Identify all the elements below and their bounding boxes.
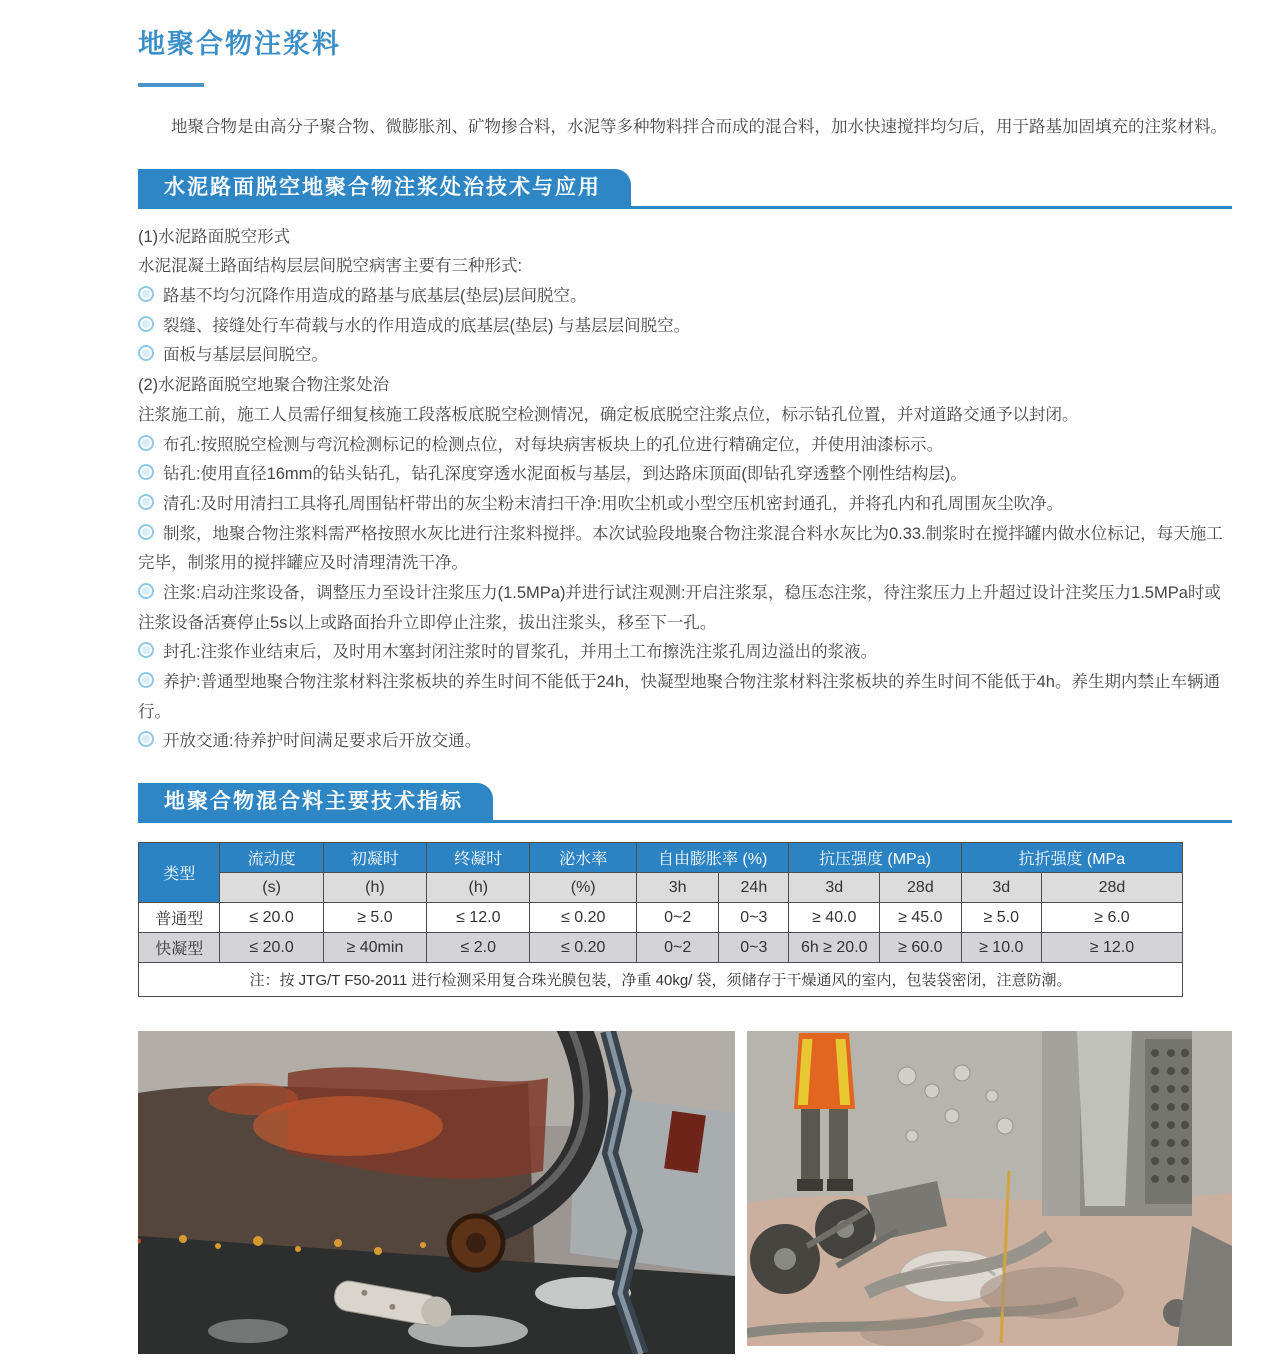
photo-row bbox=[138, 1031, 1232, 1354]
process-step bbox=[138, 490, 1232, 520]
process-step-text: 养护:普通型地聚合物注浆材料注浆板块的养生时间不能低于24h，快凝型地聚合物注浆材料注浆板块的养生时间不能低于4h。养生期内禁止车辆通行。 bbox=[138, 673, 1220, 721]
table-header-cell: 自由膨胀率 (%) bbox=[636, 843, 788, 873]
table-cell: ≤ 12.0 bbox=[427, 903, 530, 933]
intro-paragraph: 地聚合物是由高分子聚合物、微膨胀剂、矿物掺合料，水泥等多种物料拌合而成的混合料，加水快速搅拌均匀后，用于路基加固填充的注浆材料。 bbox=[171, 118, 1227, 136]
title-underline bbox=[138, 83, 204, 87]
table-header-cell: 抗折强度 (MPa bbox=[961, 843, 1182, 873]
table-cell: ≤ 20.0 bbox=[220, 933, 323, 963]
table-header-cell: 初凝时 bbox=[323, 843, 426, 873]
table-note: 注：按 JTG/T F50-2011 进行检测采用复合珠光膜包装，净重 40kg/ 袋，须储存于干燥通风的室内，包装袋密闭，注意防潮。 bbox=[139, 963, 1183, 997]
double-ring-circle-icon bbox=[138, 494, 154, 510]
process-step-text: 面板与基层层间脱空。 bbox=[163, 346, 328, 365]
process-step-text: 注浆施工前，施工人员需仔细复核施工段落板底脱空检测情况，确定板底脱空注浆点位，标示钻孔位置，并对道路交通予以封闭。 bbox=[138, 405, 1079, 424]
process-step-text: 布孔:按照脱空检测与弯沉检测标记的检测点位，对每块病害板块上的孔位进行精确定位，并使用油漆标示。 bbox=[163, 435, 944, 454]
photo-pavement-grouting-hole bbox=[138, 1031, 735, 1354]
process-text bbox=[138, 371, 1232, 401]
page-title: 地聚合物注浆料 bbox=[138, 29, 341, 59]
photo-grouting-site-worker bbox=[747, 1031, 1232, 1346]
table-cell: ≤ 0.20 bbox=[530, 933, 636, 963]
table-cell: ≤ 0.20 bbox=[530, 903, 636, 933]
table-cell: ≤ 20.0 bbox=[220, 903, 323, 933]
table-cell: 0~3 bbox=[719, 903, 789, 933]
table-cell: ≥ 45.0 bbox=[880, 903, 961, 933]
table-subheader-cell: 3d bbox=[961, 873, 1041, 903]
table-subheader-cell: (h) bbox=[323, 873, 426, 903]
table-cell: ≥ 60.0 bbox=[880, 933, 961, 963]
process-step bbox=[138, 460, 1232, 490]
process-list bbox=[138, 223, 1232, 757]
double-ring-circle-icon bbox=[138, 435, 154, 451]
process-step-text: 注浆:启动注浆设备，调整压力至设计注浆压力(1.5MPa)并进行试注观测:开启注浆泵，稳压态注浆，待注浆压力上升超过设计注奖压力1.5MPa时或注浆设备活赛停止5s以上或路面抬升立即停止注浆，拔出注浆头，移至下一孔。 bbox=[138, 583, 1221, 632]
table-cell: 0~2 bbox=[636, 903, 718, 933]
table-row bbox=[139, 933, 1183, 963]
technical-spec-table bbox=[138, 842, 1183, 997]
table-cell: 0~3 bbox=[719, 933, 789, 963]
process-step-text: 封孔:注浆作业结束后，及时用木塞封闭注浆时的冒浆孔，并用土工布擦洗注浆孔周边溢出的浆液。 bbox=[163, 643, 878, 662]
row-type-cell: 快凝型 bbox=[139, 933, 220, 963]
process-step-text: (2)水泥路面脱空地聚合物注浆处治 bbox=[138, 376, 390, 395]
process-step-text: 清孔:及时用清扫工具将孔周围钻杆带出的灰尘粉末清扫干净:用吹尘机或小型空压机密封通孔，并将孔内和孔周围灰尘吹净。 bbox=[163, 494, 1064, 513]
process-step-text: 水泥混凝土路面结构层层间脱空病害主要有三种形式: bbox=[138, 257, 523, 276]
double-ring-circle-icon bbox=[138, 524, 154, 540]
process-text bbox=[138, 252, 1232, 282]
process-step bbox=[138, 579, 1232, 638]
section2-banner-bar bbox=[138, 783, 1232, 823]
table-cell: ≥ 40min bbox=[323, 933, 426, 963]
process-step bbox=[138, 668, 1232, 727]
table-header-cell: 流动度 bbox=[220, 843, 323, 873]
section1-banner: 水泥路面脱空地聚合物注浆处治技术与应用 bbox=[138, 169, 631, 206]
double-ring-circle-icon bbox=[138, 642, 154, 658]
section1-banner-bar bbox=[138, 169, 1232, 209]
process-text bbox=[138, 401, 1232, 431]
process-step bbox=[138, 520, 1232, 579]
table-subheader-cell: 3d bbox=[789, 873, 880, 903]
table-subheader-cell: (%) bbox=[530, 873, 636, 903]
table-cell: ≥ 6.0 bbox=[1041, 903, 1182, 933]
table-header-cell: 终凝时 bbox=[427, 843, 530, 873]
row-type-cell: 普通型 bbox=[139, 903, 220, 933]
double-ring-circle-icon bbox=[138, 583, 154, 599]
section2-banner: 地聚合物混合料主要技术指标 bbox=[138, 783, 493, 820]
table-subheader-cell: (h) bbox=[427, 873, 530, 903]
process-text bbox=[138, 223, 1232, 253]
table-subheader-cell: (s) bbox=[220, 873, 323, 903]
table-cell: ≥ 10.0 bbox=[961, 933, 1041, 963]
process-step-text: 路基不均匀沉降作用造成的路基与底基层(垫层)层间脱空。 bbox=[163, 287, 587, 306]
table-subheader-cell: 24h bbox=[719, 873, 789, 903]
double-ring-circle-icon bbox=[138, 316, 154, 332]
table-header-cell: 泌水率 bbox=[530, 843, 636, 873]
process-step bbox=[138, 727, 1232, 757]
table-cell: ≥ 12.0 bbox=[1041, 933, 1182, 963]
table-row bbox=[139, 903, 1183, 933]
double-ring-circle-icon bbox=[138, 345, 154, 361]
table-cell: ≥ 5.0 bbox=[961, 903, 1041, 933]
table-header-cell: 类型 bbox=[139, 843, 220, 903]
double-ring-circle-icon bbox=[138, 672, 154, 688]
double-ring-circle-icon bbox=[138, 286, 154, 302]
process-step-text: 钻孔:使用直径16mm的钻头钻孔，钻孔深度穿透水泥面板与基层，到达路床顶面(即钻孔穿透整个刚性结构层)。 bbox=[163, 465, 967, 484]
table-cell: ≥ 40.0 bbox=[789, 903, 880, 933]
process-step-text: 开放交通:待养护时间满足要求后开放交通。 bbox=[163, 732, 482, 751]
table-subheader-cell: 3h bbox=[636, 873, 718, 903]
process-step bbox=[138, 282, 1232, 312]
table-cell: ≤ 2.0 bbox=[427, 933, 530, 963]
process-step bbox=[138, 638, 1232, 668]
table-cell: ≥ 5.0 bbox=[323, 903, 426, 933]
table-header-cell: 抗压强度 (MPa) bbox=[789, 843, 961, 873]
table-subheader-cell: 28d bbox=[1041, 873, 1182, 903]
process-step bbox=[138, 431, 1232, 461]
process-step-text: 制浆，地聚合物注浆料需严格按照水灰比进行注浆料搅拌。本次试验段地聚合物注浆混合料水灰比为0.33.制浆时在搅拌罐内做水位标记，每天施工完毕，制浆用的搅拌罐应及时清理清洗干净。 bbox=[138, 524, 1223, 573]
process-step bbox=[138, 312, 1232, 342]
double-ring-circle-icon bbox=[138, 731, 154, 747]
table-cell: 0~2 bbox=[636, 933, 718, 963]
process-step-text: 裂缝、接缝处行车荷载与水的作用造成的底基层(垫层) 与基层层间脱空。 bbox=[163, 316, 691, 335]
double-ring-circle-icon bbox=[138, 464, 154, 480]
process-step bbox=[138, 341, 1232, 371]
table-subheader-cell: 28d bbox=[880, 873, 961, 903]
process-step-text: (1)水泥路面脱空形式 bbox=[138, 227, 291, 246]
table-cell: 6h ≥ 20.0 bbox=[789, 933, 880, 963]
